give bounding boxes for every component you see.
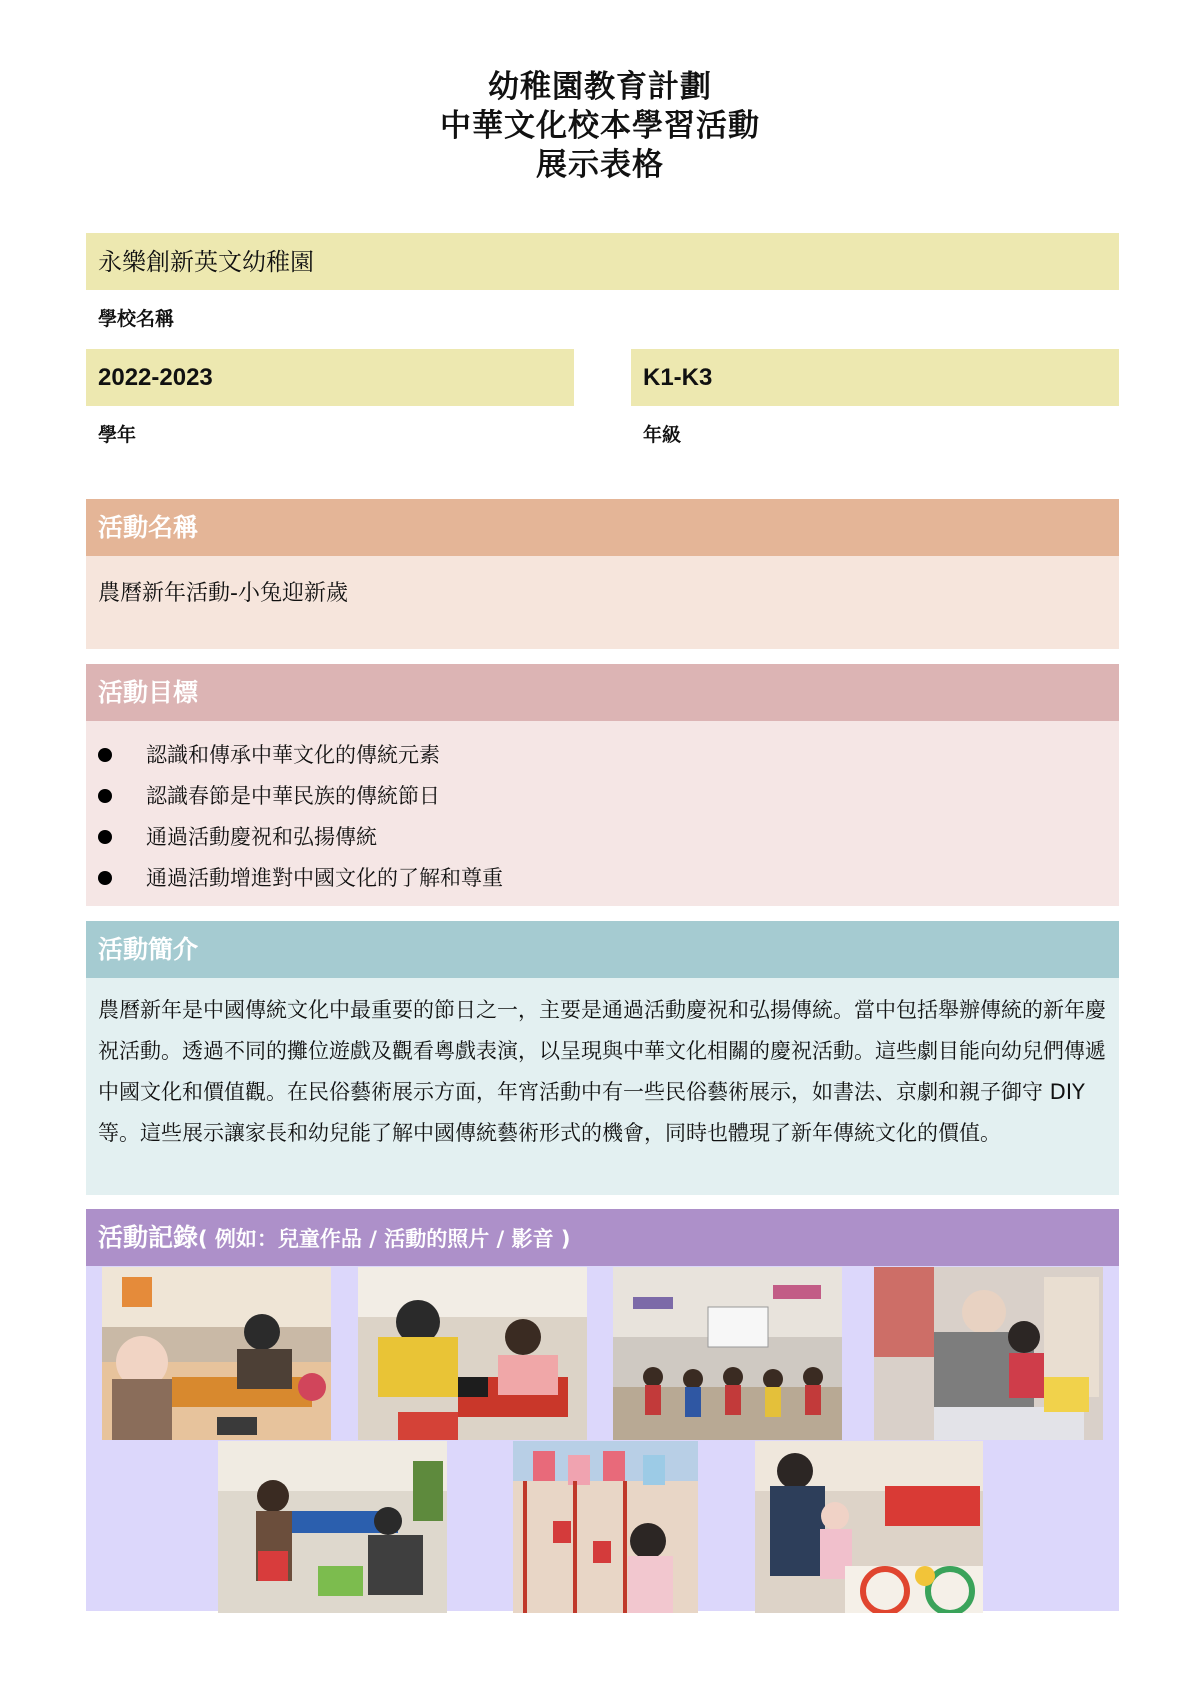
list-item: 通過活動慶祝和弘揚傳統	[86, 817, 1119, 858]
bullet-icon	[98, 830, 112, 844]
school-name-label: 學校名稱	[98, 308, 175, 330]
grade-field	[631, 349, 1119, 406]
title-line-3: 展示表格	[536, 147, 664, 183]
school-name-field	[86, 233, 1119, 290]
school-year-field	[86, 349, 574, 406]
objectives-header	[86, 664, 1119, 721]
school-year-value: 2022-2023	[98, 364, 213, 391]
records-header	[86, 1209, 1119, 1266]
activity-photo-4	[874, 1267, 1103, 1440]
activity-name-header	[86, 499, 1119, 556]
records-heading-wrap	[86, 1209, 1119, 1268]
bullet-icon	[98, 871, 112, 885]
objectives-list	[86, 721, 1119, 899]
records-subheading: ( 例如：兒童作品 / 活動的照片 / 影音 )	[198, 1227, 571, 1251]
school-year-label: 學年	[98, 424, 137, 446]
activity-name-heading: 活動名稱	[98, 513, 199, 542]
activity-photo-5	[218, 1441, 447, 1613]
objectives-heading: 活動目標	[98, 678, 199, 707]
list-item: 認識春節是中華民族的傳統節日	[86, 776, 1119, 817]
list-item: 通過活動增進對中國文化的了解和尊重	[86, 858, 1119, 899]
school-name-value: 永樂創新英文幼稚園	[98, 248, 314, 276]
introduction-header	[86, 921, 1119, 978]
title-line-2: 中華文化校本學習活動	[440, 108, 760, 144]
records-heading: 活動記錄	[98, 1223, 199, 1252]
list-item: 認識和傳承中華文化的傳統元素	[86, 735, 1119, 776]
bullet-icon	[98, 748, 112, 762]
introduction-body	[86, 978, 1119, 1195]
objectives-body	[86, 721, 1119, 906]
activity-photo-6	[513, 1441, 698, 1613]
activity-name-value: 農曆新年活動-小兔迎新歲	[98, 581, 348, 606]
bullet-icon	[98, 789, 112, 803]
activity-photo-3	[613, 1267, 842, 1440]
activity-photo-1	[102, 1267, 331, 1440]
activity-photo-7	[755, 1441, 983, 1613]
grade-label: 年級	[643, 424, 682, 446]
page-title	[0, 68, 1200, 185]
grade-value: K1-K3	[643, 364, 713, 391]
title-line-1: 幼稚園教育計劃	[488, 69, 712, 105]
introduction-text: 農曆新年是中國傳統文化中最重要的節日之一，主要是通過活動慶祝和弘揚傳統。當中包括舉辦傳統的新年慶祝活動。透過不同的攤位遊戲及觀看粵戲表演，以呈現與中華文化相關的慶祝活動。這些劇目能向幼兒們傳遞中國文化和價值觀。在民俗藝術展示方面，年宵活動中有一些民俗藝術展示，如書法、京劇和親子御守 DIY 等。這些展示讓家長和幼兒能了解中國傳統藝術形式的機會，同時也體現了新年傳統文化的價值。	[98, 998, 1106, 1145]
introduction-heading: 活動簡介	[98, 935, 199, 964]
activity-photo-2	[358, 1267, 587, 1440]
activity-name-body	[86, 556, 1119, 649]
